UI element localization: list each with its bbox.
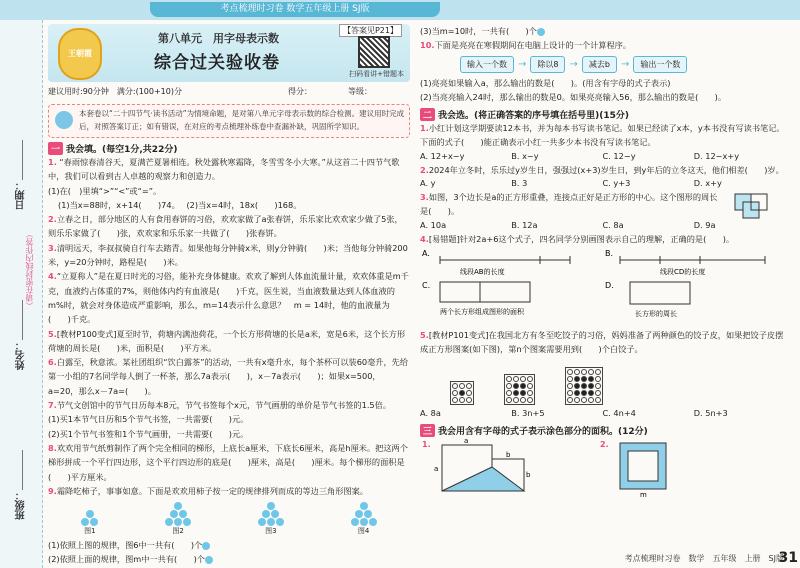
option-c[interactable]: C. y+3: [602, 178, 631, 189]
question-9-c: [420, 24, 785, 38]
intro-box: [48, 104, 410, 138]
question-text[interactable]: 在我国北方有冬至吃饺子的习俗，妈妈准备了两种颜色的饺子皮，如果把饺子皮摆成正方形图案(如下图)，第n个图案需要用到( )个白饺子。: [420, 329, 784, 355]
page-title: 综合过关验收卷: [154, 53, 280, 73]
left-column: [48, 24, 410, 567]
question-number: 8.: [48, 442, 57, 453]
question-number: 3.: [48, 242, 57, 253]
arrow-right-icon: →: [620, 58, 630, 70]
question-4: [48, 269, 410, 326]
flow-step-divide: 除以8: [530, 56, 565, 73]
choice-2-options: [420, 177, 785, 190]
option-a[interactable]: A. y: [420, 178, 436, 189]
option-b[interactable]: B. 3n+5: [511, 407, 545, 418]
question-tag: [易错题]: [428, 233, 460, 244]
footer-text: 考点梳理时习卷 数学 五年级 上册 SJ版: [624, 554, 784, 563]
subq-a[interactable]: (1)亮亮如果输入a，那么输出的数是( )。(用含有字母的式子表示): [420, 77, 671, 88]
option-c[interactable]: C. 12−y: [602, 150, 636, 161]
figure-caption: 图4: [357, 527, 370, 536]
section-title: 我会填。(每空1分,共22分): [66, 145, 178, 155]
question-number: 2.: [48, 214, 57, 225]
option-b[interactable]: B. 3: [511, 178, 528, 189]
name-label: 姓名：: [16, 340, 27, 370]
question-5: [48, 327, 410, 356]
question-9-subs: [48, 538, 410, 567]
option-c[interactable]: C. 8a: [602, 219, 624, 230]
class-label: 班级：: [16, 490, 27, 520]
question-10: [420, 38, 785, 52]
choice-4: [420, 232, 785, 246]
subq-b[interactable]: (2)买1个节气书签和1个节气画册，一共需要( )元。: [48, 428, 249, 439]
option-d[interactable]: D. x+y: [693, 178, 722, 189]
choice-2: [420, 163, 785, 177]
section-area: [420, 424, 785, 437]
subq-b[interactable]: (2)依照上面的规律，图m中一共有( )个: [48, 554, 205, 565]
page-number: 31: [778, 550, 798, 566]
svg-text:D.: D.: [605, 280, 614, 290]
svg-text:C.: C.: [422, 280, 431, 290]
date-line: [22, 140, 23, 180]
section-fill-in: [48, 142, 410, 155]
dumpling-patterns: [450, 359, 785, 405]
meta-row: [48, 86, 410, 98]
persimmon-icon: [205, 556, 213, 564]
question-text: “春雨惊春清谷天，夏满芒夏暑相连。秋处露秋寒霜降，冬雪雪冬小大寒。”从这首二十四节气歌中，我们可以看到古人卓越的观察力和创造力。: [48, 157, 400, 182]
choice-4-figures: [420, 246, 785, 324]
option-d[interactable]: D. 5n+3: [693, 407, 728, 418]
intro-text: 本套卷以“二十四节气·读书活动”为情境命题，是对第八单元字母表示数的综合检测。建议用时完成后，对照答案订正；如有错误，在对应的考点梳理补练卷中查漏补缺，巩固所学知识。: [79, 109, 405, 131]
figure-1: [81, 510, 98, 536]
binding-strip: [0, 20, 43, 568]
subq-a[interactable]: (1)买1本节气日历和5个节气书签，一共需要( )元。: [48, 414, 249, 425]
subq-a[interactable]: (1)当x=88时，x+14( )74。: [58, 199, 176, 210]
pattern-2: [504, 374, 535, 405]
series-title: 考点梳理时习卷 数学五年级上册 SJ版: [150, 2, 440, 17]
figure-3: [258, 502, 284, 536]
figure-caption: 图1: [84, 527, 96, 536]
subq-b[interactable]: (2)当x=4时，18x( )168。: [186, 199, 302, 210]
question-3: [48, 241, 410, 270]
question-number: 10.: [420, 40, 435, 51]
question-number: 5.: [420, 329, 429, 340]
subq-a[interactable]: (1)依照上图的规律，图6中一共有( )个: [48, 540, 203, 551]
choice-1: [420, 121, 785, 150]
answer-ref: 【答案见P21】: [339, 24, 402, 37]
question-text[interactable]: 夏至时节，荷塘内满池荷花，一个长方形荷塘的长是a米，宽是6米，这个长方形荷塘的周长是( )米，面积是( )平方米。: [48, 328, 406, 353]
question-text[interactable]: 立春之日，部分地区的人有食用春饼的习俗，欢欢家做了a张春饼，乐乐家比欢欢家少做了5张，则乐乐家做了( )张，欢欢家和乐乐家一共做了( )张春饼。: [48, 214, 403, 239]
section-title: 我会选。(将正确答案的序号填在括号里)(15分): [438, 111, 629, 122]
option-d[interactable]: D. 9a: [693, 219, 716, 230]
arrow-right-icon: →: [569, 58, 578, 70]
question-text[interactable]: 小红计划这学期要读12本书，并为每本书写读书笔记。如果已经读了x本，y本书没有写读书笔记。下面的式子( )能正确表示小红一共多少本书没有写读书笔记。: [420, 123, 785, 148]
program-flow: [460, 56, 785, 73]
question-text[interactable]: 清明远天，李叔叔骑自行车去踏青。如果他每分钟骑x米，则y分钟骑( )米；当他每分钟骑200米，y=20分钟时，路程是( )米。: [48, 242, 408, 268]
svg-text:B.: B.: [605, 248, 614, 258]
choice-3: [420, 190, 785, 219]
svg-text:b: b: [526, 470, 531, 479]
subq-b[interactable]: (2)当亮亮输入24时，那么输出的数是0。如果亮亮输入56，那么输出的数是( )。: [420, 91, 727, 102]
area-figures: [420, 437, 785, 497]
figure-caption: 图2: [172, 527, 184, 536]
option-b[interactable]: B. 12a: [511, 219, 538, 230]
question-number: 9.: [48, 485, 57, 496]
persimmon-icon: [202, 542, 210, 550]
subq-c[interactable]: (3)当m=10时，一共有( )个: [420, 26, 537, 36]
section-number: 二: [420, 108, 435, 121]
question-number: 1.: [420, 123, 429, 134]
question-8: [48, 441, 410, 484]
top-banner: [0, 0, 800, 20]
question-text: 霜降吃柿子，事事如意。下面是欢欢用柿子按一定的规律排列而成的等边三角形图案。: [56, 485, 368, 496]
question-number: 4.: [420, 233, 429, 244]
flow-step-subtract: 减去b: [582, 56, 617, 73]
question-text[interactable]: 2024年立冬时，乐乐过y岁生日，强强过(x+3)岁生日，到y年后的立冬这天，他们相差( )岁。: [428, 164, 784, 175]
svg-text:2.: 2.: [600, 439, 609, 449]
question-number: 7.: [48, 400, 57, 411]
figure-4: [351, 502, 377, 536]
flow-step-output: 输出一个数: [633, 56, 687, 73]
question-text[interactable]: 如图，3个边长是a的正方形重叠，连接点正好是正方形的中心。这个图形的周长是( )。: [420, 192, 718, 217]
date-label: 日期：: [16, 180, 27, 210]
caption-a: 线段AB的长度: [460, 267, 505, 276]
arrow-right-icon: →: [518, 58, 527, 70]
caption-c: 两个长方形组成图形的面积: [440, 307, 524, 316]
title-header: [48, 24, 410, 82]
option-c[interactable]: C. 4n+4: [602, 407, 636, 418]
qr-code-icon[interactable]: [358, 36, 390, 68]
question-number: 3.: [420, 192, 429, 203]
option-a[interactable]: A. 12+x−y: [420, 150, 465, 161]
class-line: [22, 450, 23, 490]
question-text: 节气文创馆中的节气日历每本8元，节气书签每个x元，节气画册的单价是节气书签的1.5倍。: [56, 400, 392, 411]
svg-text:a: a: [434, 464, 439, 473]
question-tag: [教材P100变式]: [56, 328, 117, 339]
question-number: 1.: [48, 157, 57, 167]
question-text: 下面是亮亮在寒假期间在电脑上设计的一个计算程序。: [434, 40, 632, 51]
question-number: 5.: [48, 328, 57, 339]
flow-step-input: 输入一个数: [460, 56, 514, 73]
question-text[interactable]: 白露至，秋意浓。某社团组织“饮白露茶”的活动，一共有x毫升水，每个茶杯可以装60毫升，先给第一小组的7名同学每人倒了一杯茶，那么7a表示( )，x－7a表示( )；如果x=500，a=20，那么x－7a=( )。: [48, 357, 409, 396]
question-9: [48, 484, 410, 498]
grade-label: 等级：: [348, 87, 372, 96]
question-text[interactable]: “立夏称人”是在夏日时光的习俗，能补充身体健康。欢欢了解到人体血流量计量，欢欢体重是m千克，血液约占体重的7%，则他体内约有血液是( )千克，医生说，当血液数量达到人体血液的m%时，就会对身体造成严重影响，那么，m=14表示什么意思？ m = 14时，他的血液量为( )千克。: [48, 271, 409, 325]
caption-b: 线段CD的长度: [660, 267, 706, 276]
question-tag: [教材P101变式]: [428, 329, 489, 340]
score-label: 得分：: [288, 87, 312, 96]
persimmon-figures: [48, 500, 410, 536]
question-text[interactable]: 针对2a+6这个式子，四名同学分别画图表示自己的理解，正确的是( )。: [459, 233, 735, 244]
option-d[interactable]: D. 12−x+y: [693, 150, 740, 161]
option-a[interactable]: A. 10a: [420, 219, 447, 230]
svg-text:a: a: [464, 436, 469, 445]
caption-d: 长方形的周长: [635, 309, 677, 318]
option-b[interactable]: B. x−y: [511, 150, 539, 161]
time-info: 建议用时:90分钟 满分:(100+10)分: [48, 87, 182, 96]
qr-caption: 扫码看讲+错题本: [349, 70, 404, 78]
pattern-3: [565, 367, 603, 405]
seal-note: （请在密封线内作答）: [25, 230, 34, 310]
brand-logo: 王朝霞: [58, 28, 102, 80]
question-text[interactable]: 欢欢用节气纸剪制作了两个完全相同的梯形，上底长a厘米，下底长6厘米，高是h厘米。把这两个梯形拼成一个平行四边形，这个平行四边形的底是( )厘米，高是( )厘米。每个梯形的面积是( )平方厘米。: [48, 442, 408, 482]
figure-caption: 图3: [265, 527, 277, 536]
right-column: [420, 24, 785, 501]
option-a[interactable]: A. 8a: [420, 407, 441, 418]
question-number: 2.: [420, 164, 429, 175]
choice-3-options: [420, 219, 785, 232]
pattern-1: [450, 381, 474, 405]
choice-5: [420, 328, 785, 357]
section-title: 我会用含有字母的式子表示涂色部分的面积。(12分): [438, 426, 648, 437]
section-number: 三: [420, 424, 435, 437]
section-number: 一: [48, 142, 63, 155]
question-number: 6.: [48, 357, 57, 368]
question-6: [48, 355, 410, 398]
question-1: [48, 155, 410, 212]
name-line: [22, 300, 23, 340]
svg-text:m: m: [640, 490, 647, 497]
svg-text:b: b: [506, 450, 511, 459]
overlapping-squares-figure: [733, 192, 783, 220]
question-sub: (1)在( )里填“>”“<”或“=”。: [48, 185, 162, 196]
persimmon-icon: [537, 28, 545, 36]
figure-2: [165, 502, 191, 536]
svg-text:A.: A.: [422, 248, 430, 258]
question-10-subs: [420, 76, 785, 105]
choice-5-options: [420, 407, 785, 420]
question-2: [48, 212, 410, 241]
mascot-icon: [55, 111, 73, 129]
unit-title: 第八单元 用字母表示数: [158, 32, 279, 45]
section-choice: [420, 108, 785, 121]
question-7: [48, 398, 410, 441]
svg-text:1.: 1.: [422, 439, 431, 449]
choice-1-options: [420, 150, 785, 163]
question-number: 4.: [48, 271, 57, 282]
